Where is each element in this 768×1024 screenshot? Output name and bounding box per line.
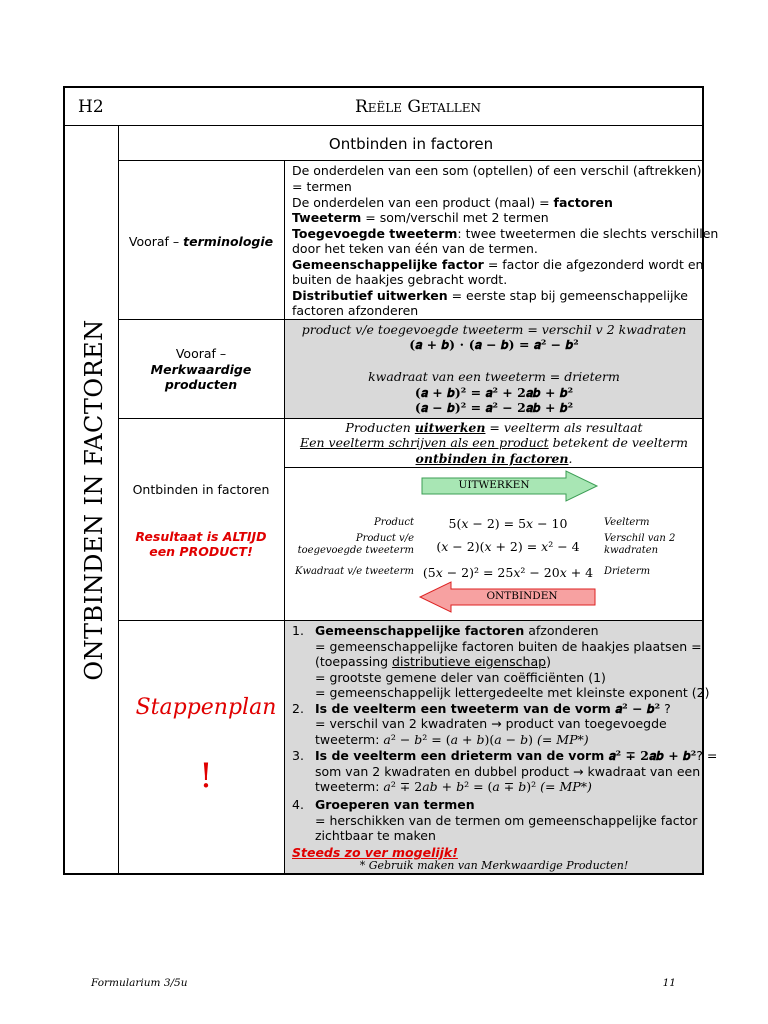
- merkwaardig-formula3: (𝒂 − 𝒃)² = 𝒂² − 𝟐𝒂𝒃 + 𝒃²: [414, 400, 574, 415]
- merkwaardig-formula1-text: product v/e toegevoegde tweeterm = verschil v 2 kwadraten: [301, 322, 687, 337]
- step-line: = verschil van 2 kwadraten → product van toegevoegde: [315, 716, 667, 731]
- term-line: De onderdelen van een som (optellen) of een verschil (aftrekken): [292, 163, 702, 178]
- step-line: Is de veelterm een tweeterm van de vorm 𝒂² − 𝒃² ?: [315, 701, 671, 716]
- step-line: (toepassing distributieve eigenschap): [315, 654, 551, 669]
- merkwaardig-label-2: Merkwaardige: [150, 362, 252, 377]
- uitwerken-label: UITWERKEN: [458, 479, 530, 491]
- resultaat-line-1: Resultaat is ALTIJD: [135, 529, 267, 544]
- term-line: = termen: [292, 179, 352, 194]
- step-number-3: 3.: [292, 748, 304, 763]
- merkwaardig-formula2: (𝒂 + 𝒃)² = 𝒂² + 𝟐𝒂𝒃 + 𝒃²: [414, 385, 574, 400]
- term-line: Distributief uitwerken = eerste stap bij gemeenschappelijke: [292, 288, 688, 303]
- step-line: tweeterm: 𝑎² − 𝑏² = (𝑎 + 𝑏)(𝑎 − 𝑏) (= MP*): [315, 732, 589, 747]
- ontbinden-arrow-label: ONTBINDEN: [486, 590, 558, 602]
- row-divider-3: [118, 620, 704, 621]
- example-left-3: Kwadraat v/e tweeterm: [294, 566, 414, 577]
- footer-left: Formularium 3/5u: [91, 977, 188, 989]
- step-line: Groeperen van termen: [315, 797, 475, 812]
- footnote: * Gebruik maken van Merkwaardige Producten!: [359, 859, 629, 872]
- example-right-2: Verschil van 2 kwadraten: [604, 533, 676, 556]
- example-left-2: Product v/e toegevoegde tweeterm: [297, 533, 414, 556]
- stappenplan-mark: !: [199, 756, 213, 796]
- step-line: = gemeenschappelijk lettergedeelte met kleinste exponent (2): [315, 685, 710, 700]
- example-left-1: Product: [374, 517, 414, 528]
- ontbinden-intro-divider: [284, 467, 704, 468]
- side-title-wrapper: [70, 125, 118, 875]
- step-line: zichtbaar te maken: [315, 828, 436, 843]
- ontbinden-definition-2: ontbinden in factoren.: [415, 451, 573, 466]
- term-line: Tweeterm = som/verschil met 2 termen: [292, 210, 549, 225]
- step-line: = grootste gemene deler van coëfficiënten (1): [315, 670, 606, 685]
- steeds-zo-ver: Steeds zo ver mogelijk!: [292, 845, 458, 860]
- term-line: De onderdelen van een product (maal) = factoren: [292, 195, 613, 210]
- example-right-1: Veelterm: [604, 517, 650, 528]
- chapter-title: Reële Getallen: [354, 97, 481, 117]
- chapter-label: H2: [78, 97, 104, 117]
- merkwaardig-formula2-text: kwadraat van een tweeterm = drieterm: [368, 369, 620, 384]
- step-line: = herschikken van de termen om gemeenschappelijke factor: [315, 813, 698, 828]
- row-divider-1: [118, 319, 704, 320]
- step-line: som van 2 kwadraten en dubbel product → kwadraat van een: [315, 764, 701, 779]
- section-title: Ontbinden in factoren: [328, 135, 494, 153]
- example-right-3: Drieterm: [604, 566, 651, 577]
- step-line: Gemeenschappelijke factoren afzonderen: [315, 623, 599, 638]
- merkwaardig-label-3: producten: [164, 377, 238, 392]
- term-line: Toegevoegde tweeterm: twee tweetermen die slechts verschillen: [292, 226, 719, 241]
- term-line: buiten de haakjes gebracht wordt.: [292, 272, 508, 287]
- step-line: tweeterm: 𝑎² ∓ 2𝑎𝑏 + 𝑏² = (𝑎 ∓ 𝑏)² (= MP*): [315, 779, 592, 794]
- term-line: door het teken van één van de termen.: [292, 241, 538, 256]
- side-title: ONTBINDEN IN FACTOREN: [80, 319, 108, 681]
- page-number: 11: [662, 977, 676, 989]
- merkwaardig-formula1: (𝒂 + 𝒃) ⋅ (𝒂 − 𝒃) = 𝒂² − 𝒃²: [409, 337, 579, 352]
- step-number-1: 1.: [292, 623, 304, 638]
- step-number-2: 2.: [292, 701, 304, 716]
- section-title-divider: [118, 160, 704, 161]
- row-divider-2: [118, 418, 704, 419]
- stappenplan-label: Stappenplan: [135, 695, 277, 720]
- merkwaardig-label-1: Vooraf –: [175, 346, 227, 361]
- term-line: Gemeenschappelijke factor = factor die afgezonderd wordt en: [292, 257, 704, 272]
- example-formula-2: (𝑥 − 2)(𝑥 + 2) = 𝑥² − 4: [436, 539, 580, 554]
- step-line: Is de veelterm een drieterm van de vorm 𝒂² ∓ 𝟐𝒂𝒃 + 𝒃²? =: [315, 748, 718, 763]
- ontbinden-intro: Producten uitwerken = veelterm als resultaat: [345, 420, 643, 435]
- step-line: = gemeenschappelijke factoren buiten de haakjes plaatsen =: [315, 639, 702, 654]
- terminologie-label: Vooraf – terminologie: [128, 234, 274, 249]
- example-formula-3: (5𝑥 − 2)² = 25𝑥² − 20𝑥 + 4: [422, 565, 594, 580]
- term-line: factoren afzonderen: [292, 303, 419, 318]
- resultaat-line-2: een PRODUCT!: [149, 544, 253, 559]
- step-number-4: 4.: [292, 797, 304, 812]
- example-formula-1: 5(𝑥 − 2) = 5𝑥 − 10: [448, 516, 568, 531]
- header-divider: [63, 125, 704, 126]
- ontbinden-label: Ontbinden in factoren: [132, 482, 270, 497]
- ontbinden-definition-1: Een veelterm schrijven als een product betekent de veelterm: [300, 435, 688, 450]
